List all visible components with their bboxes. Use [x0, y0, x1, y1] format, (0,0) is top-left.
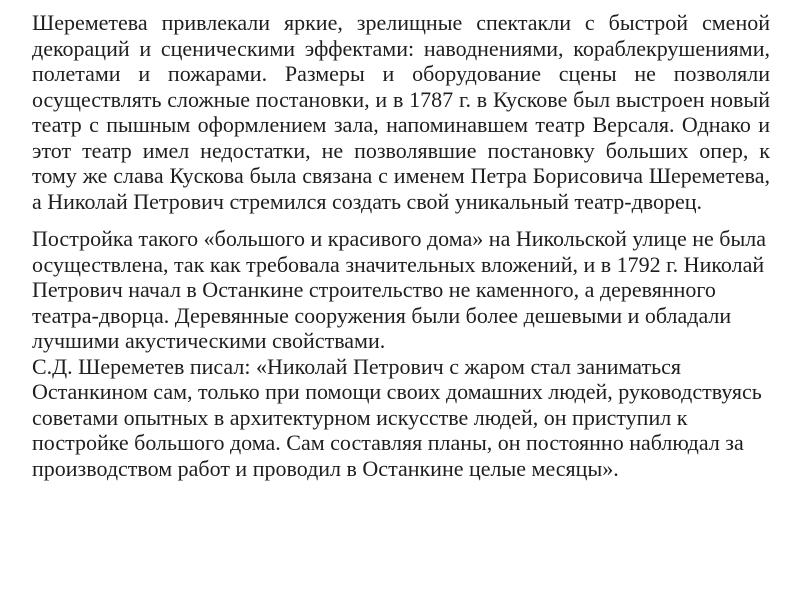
paragraph-kuskovo-theatre: Шереметева привлекали яркие, зрелищные спектакли с быстрой сменой декораций и сценическими эффектами: наводнениями, кораблекрушениями, полетами и пожарами. Размеры и оборудование сцены не позволяли осуществлять сложные постановки, и в 1787 г. в Кускове был выстроен новый театр с пышным оформлением зала, напоминавшем театр Версаля. Однако и этот театр имел недостатки, не позволявшие постановку больших опер, к тому же слава Кускова была связана с именем Петра Борисовича Шереметева, а Николай Петрович стремился создать свой уникальный театр-дворец.: [32, 10, 770, 214]
paragraph-ostankino-construction: Постройка такого «большого и красивого дома» на Никольской улице не была осуществлена, так как требовала значительных вложений, и в 1792 г. Николай Петрович начал в Останкине строительство не каменного, а деревянного театра-дворца. Деревянные сооружения были более дешевыми и обладали лучшими акустическими свойствами.: [32, 226, 766, 353]
paragraph-sheremetev-quote: С.Д. Шереметев писал: «Николай Петрович с жаром стал заниматься Останкином сам, только при помощи своих домашних людей, руководствуясь советами опытных в архитектурном искусстве людей, он приступил к постройке большого дома. Сам составляя планы, он постоянно наблюдал за производством работ и проводил в Останкине целые месяцы».: [32, 353, 762, 481]
